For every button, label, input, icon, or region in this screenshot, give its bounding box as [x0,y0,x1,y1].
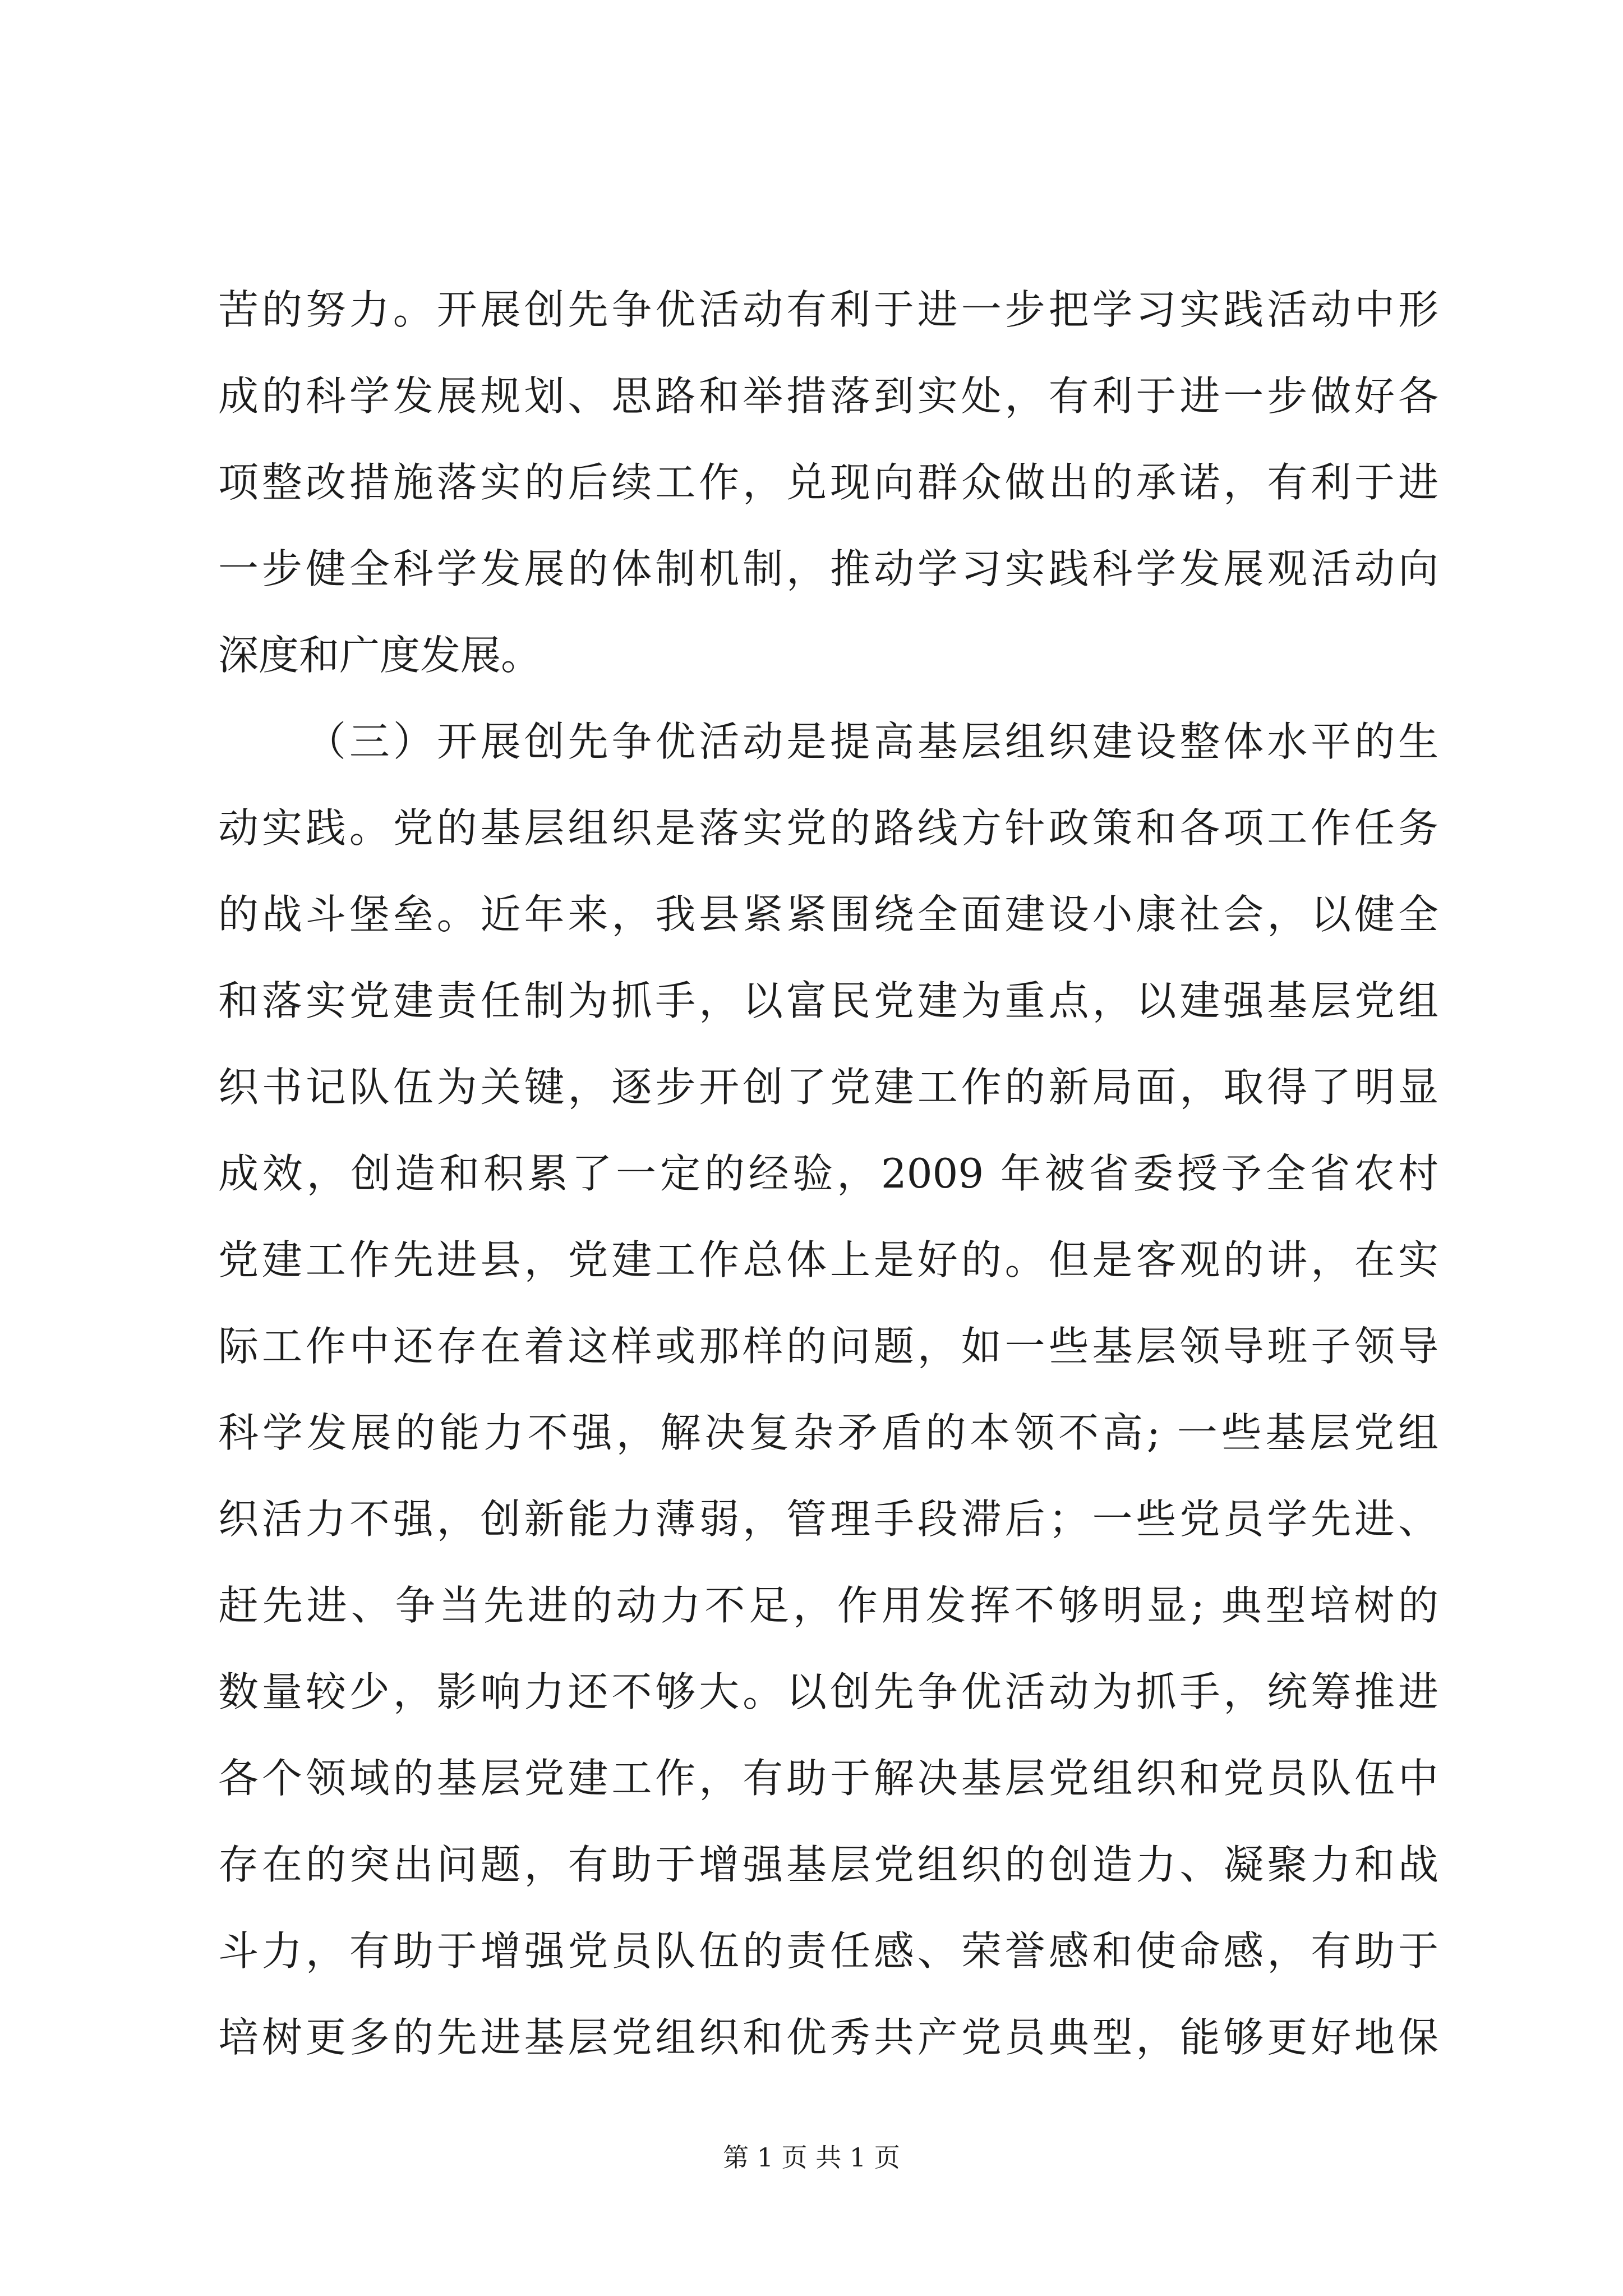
text-line: 一步健全科学发展的体制机制，推动学习实践科学发展观活动向 [218,545,1438,592]
text-line: 党建工作先进县，党建工作总体上是好的。但是客观的讲，在实 [218,1236,1438,1283]
paragraph-2 [218,698,1438,2081]
text-line: 动实践。党的基层组织是落实党的路线方针政策和各项工作任务 [218,804,1438,852]
text-line: 赶先进、争当先进的动力不足，作用发挥不够明显; 典型培树的 [218,1582,1438,1629]
text-line: 成的科学发展规划、思路和举措落到实处，有利于进一步做好各 [218,372,1438,420]
text-line: 际工作中还存在着这样或那样的问题，如一些基层领导班子领导 [218,1323,1438,1370]
text-line: 织书记队伍为关键，逐步开创了党建工作的新局面，取得了明显 [218,1064,1438,1111]
text-line: （三）开展创先争优活动是提高基层组织建设整体水平的生 [306,718,1438,765]
text-line: 成效，创造和积累了一定的经验，2009 年被省委授予全省农村 [218,1150,1438,1197]
body-text [218,266,1438,2081]
text-line: 苦的努力。开展创先争优活动有利于进一步把学习实践活动中形 [218,286,1438,333]
text-line: 项整改措施落实的后续工作，兑现向群众做出的承诺，有利于进 [218,459,1438,506]
text-line: 织活力不强，创新能力薄弱，管理手段滞后；一些党员学先进、 [218,1496,1438,1543]
text-line: 科学发展的能力不强，解决复杂矛盾的本领不高; 一些基层党组 [218,1409,1438,1456]
paragraph-1 [218,266,1438,698]
page-footer: 第 1 页 共 1 页 [723,2142,900,2173]
text-line: 斗力，有助于增强党员队伍的责任感、荣誉感和使命感，有助于 [218,1927,1438,1975]
text-line: 和落实党建责任制为抓手，以富民党建为重点，以建强基层党组 [218,977,1438,1024]
text-line: 培树更多的先进基层党组织和优秀共产党员典型，能够更好地保 [218,2014,1438,2061]
text-line: 存在的突出问题，有助于增强基层党组织的创造力、凝聚力和战 [218,1841,1438,1888]
text-line: 数量较少，影响力还不够大。以创先争优活动为抓手，统筹推进 [218,1668,1438,1715]
text-line: 的战斗堡垒。近年来，我县紧紧围绕全面建设小康社会，以健全 [218,891,1438,938]
text-line: 深度和广度发展。 [218,632,542,679]
text-line: 各个领域的基层党建工作，有助于解决基层党组织和党员队伍中 [218,1755,1438,1802]
